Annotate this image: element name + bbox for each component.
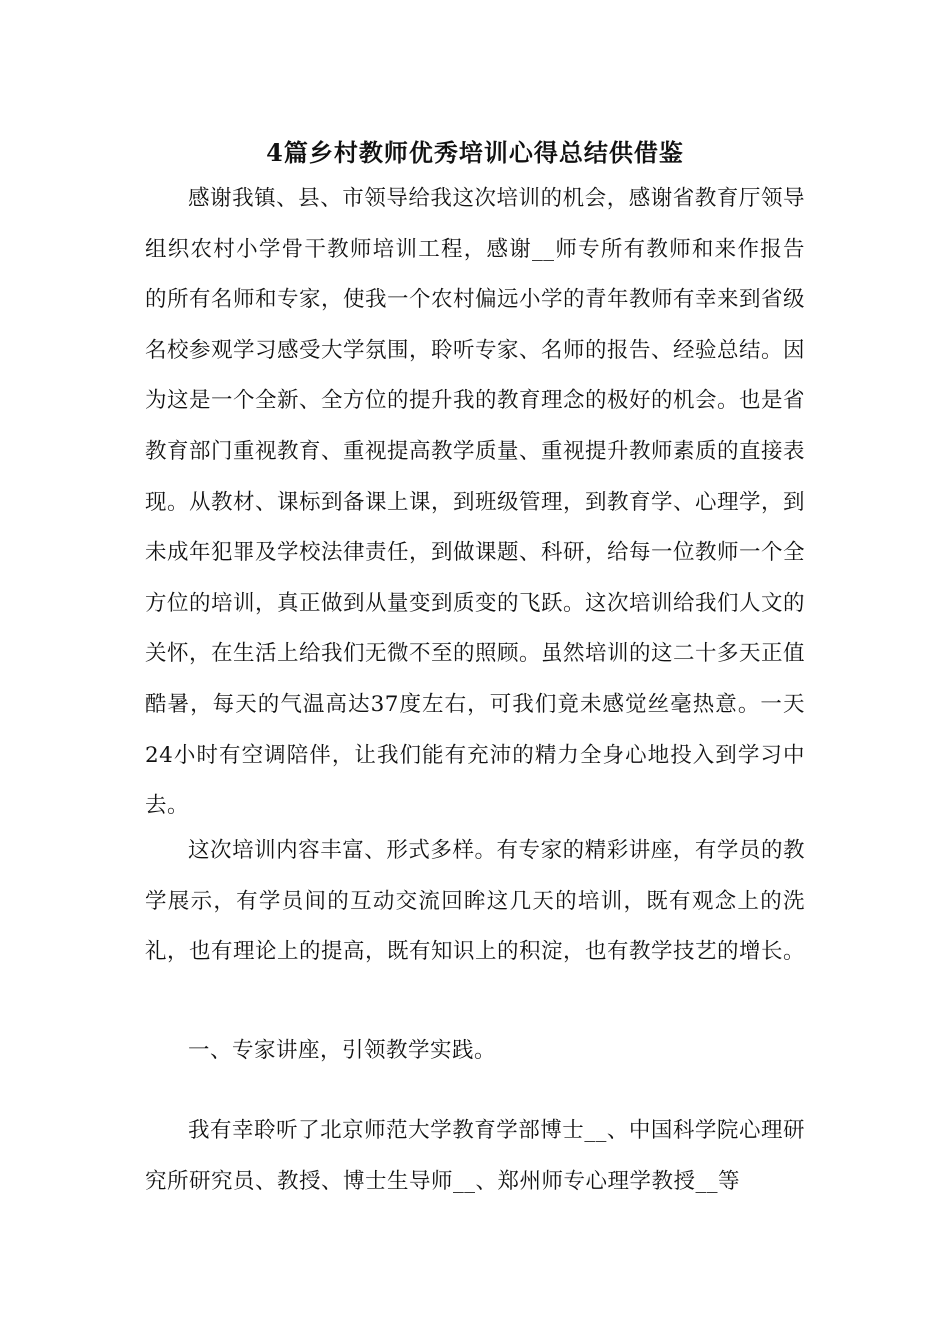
paragraph-expert-lectures: 我有幸聆听了北京师范大学教育学部博士__、中国科学院心理研究所研究员、教授、博士生导师__、郑州师专心理学教授__等 bbox=[145, 1118, 805, 1194]
document-title: 4篇乡村教师优秀培训心得总结供借鉴 bbox=[266, 138, 684, 167]
paragraph-intro: 感谢我镇、县、市领导给我这次培训的机会，感谢省教育厅领导组织农村小学骨干教师培训工程，感谢__师专所有教师和来作报告的所有名师和专家，使我一个农村偏远小学的青年教师有幸来到省级名校参观学习感受大学氛围，聆听专家、名师的报告、经验总结。因为这是一个全新、全方位的提升我的教育理念的极好的机会。也是省教育部门重视教育、重视提高教学质量、重视提升教师素质的直接表现。从教材、课标到备课上课，到班级管理，到教育学、心理学，到未成年犯罪及学校法律责任，到做课题、科研，给每一位教师一个全方位的培训，真正做到从量变到质变的飞跃。这次培训给我们人文的关怀，在生活上给我们无微不至的照顾。虽然培训的这二十多天正值酷暑，每天的气温高达37度左右，可我们竟未感觉丝毫热意。一天24小时有空调陪伴，让我们能有充沛的精力全身心地投入到学习中去。 bbox=[145, 186, 806, 819]
section-heading-expert-lectures: 一、专家讲座，引领教学实践。 bbox=[188, 1038, 497, 1063]
paragraph-training-content: 这次培训内容丰富、形式多样。有专家的精彩讲座，有学员的教学展示，有学员间的互动交流回眸这几天的培训，既有观念上的洗礼，也有理论上的提高，既有知识上的积淀，也有教学技艺的增长。 bbox=[145, 838, 806, 965]
